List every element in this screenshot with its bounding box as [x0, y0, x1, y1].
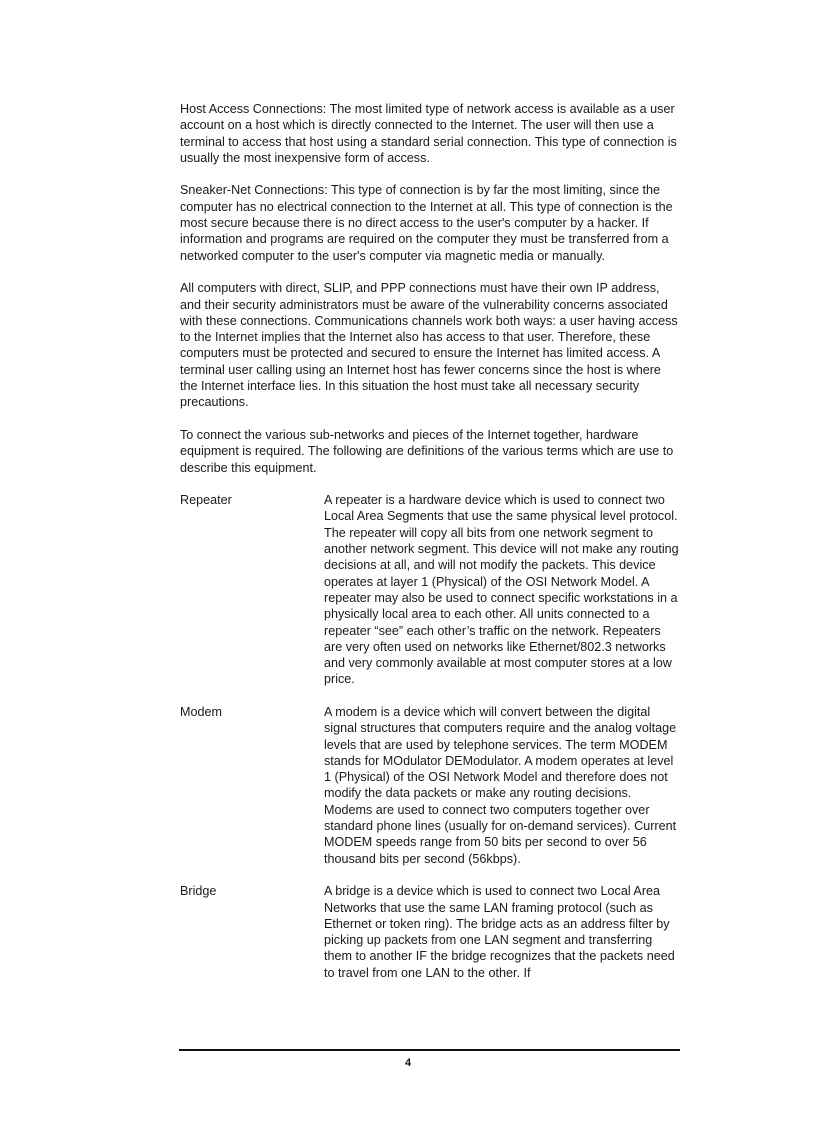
- definition-term: Bridge: [180, 884, 217, 899]
- paragraph-host-access: Host Access Connections: The most limited type of network access is available as a user account on a host which is directly connected to the Internet. The user will then use a terminal to access that host using a standard serial connection. This type of connection is usually the most inexpensive form of access.: [180, 102, 677, 165]
- definition-repeater: [180, 492, 680, 688]
- definition-description: A bridge is a device which is used to connect two Local Area Networks that use the same LAN framing protocol (such as Ethernet or token ring). The bridge acts as an address filter by picking up packets from one LAN segment and transferring them to another IF the bridge recognizes that the packets need to travel from one LAN to the other. If: [324, 884, 675, 980]
- definition-description: A modem is a device which will convert between the digital signal structures that computers require and the analog voltage levels that are used by telephone services. The term MODEM stands for MOdulator DEModulator. A modem operates at level 1 (Physical) of the OSI Network Model and therefore does not modify the data packets or make any routing decisions. Modems are used to connect two computers together over standard phone lines (usually for on-demand services). Current MODEM speeds range from 50 bits per second to over 56 thousand bits per second (56kbps).: [324, 704, 677, 866]
- footer-rule: [179, 1049, 680, 1051]
- definition-term: Repeater: [180, 493, 232, 508]
- paragraph-ip-address-security: All computers with direct, SLIP, and PPP connections must have their own IP address, and their security administrators must be aware of the vulnerability concerns associated with these connections. Communications channels work both ways: a user having access to the Internet implies that the Internet also has access to that user. Therefore, these computers must be protected and secured to ensure the Internet has limited access. A terminal user calling using an Internet host has fewer concerns since the host is where the Internet interface lies. In this situation the host must take all necessary security precautions.: [180, 281, 678, 410]
- definition-bridge: [180, 883, 680, 981]
- paragraph-hardware-intro: To connect the various sub-networks and pieces of the Internet together, hardware equipment is required. The following are definitions of the various terms which are use to describe this equipment.: [180, 427, 674, 475]
- page-number: 4: [404, 1057, 412, 1069]
- definition-modem: [180, 704, 680, 867]
- definition-description: A repeater is a hardware device which is used to connect two Local Area Segments that use the same physical level protocol. The repeater will copy all bits from one network segment to another network segment. This device will not make any routing decisions at all, and will not modify the packets. This device operates at layer 1 (Physical) of the OSI Network Model. A repeater may also be used to connect specific workstations in a physically local area to each other. All units connected to a repeater “see” each other’s traffic on the network. Repeaters are very often used on networks like Ethernet/802.3 networks and very commonly available at most computer stores at a low price.: [324, 493, 679, 687]
- paragraph-sneaker-net: Sneaker-Net Connections: This type of connection is by far the most limiting, since the computer has no electrical connection to the Internet at all. This type of connection is the most secure because there is no direct access to the user's computer by a hacker. If information and programs are required on the computer they must be transferred from a networked computer to the user's computer via magnetic media or manually.: [180, 183, 673, 263]
- definition-term: Modem: [180, 704, 222, 719]
- page-body: [180, 101, 680, 997]
- definition-list: [180, 492, 680, 981]
